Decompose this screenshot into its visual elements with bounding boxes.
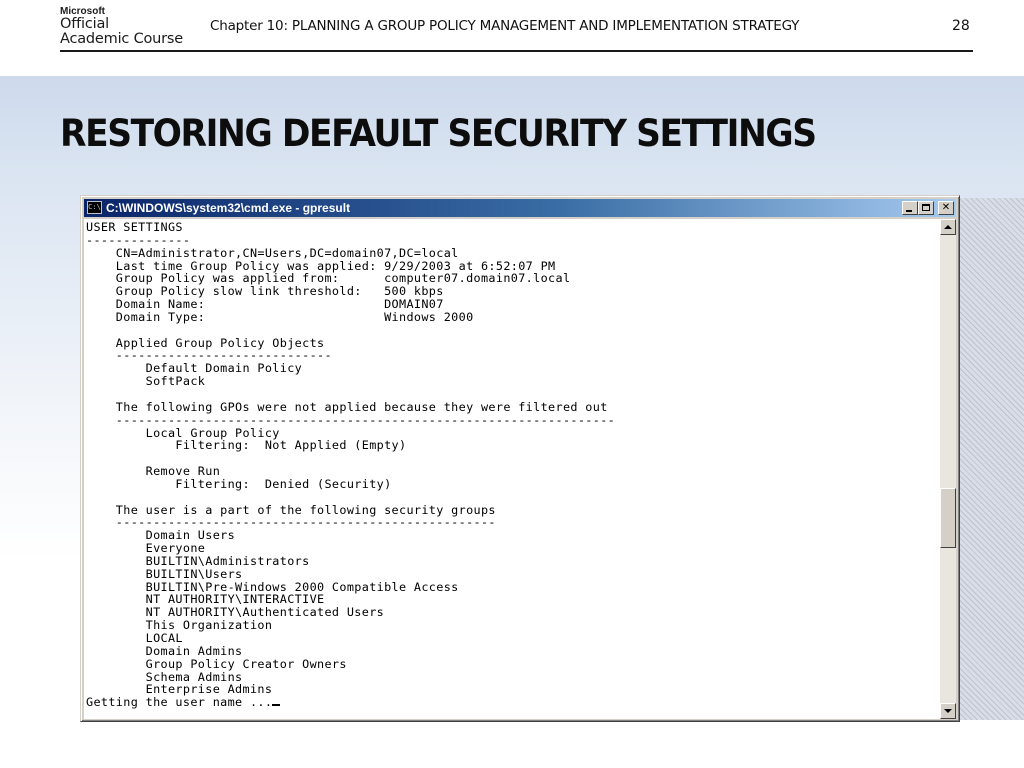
console-output-area[interactable] bbox=[84, 219, 940, 719]
microsoft-official-academic-course-logo bbox=[60, 6, 183, 47]
arrow-up-icon bbox=[944, 225, 952, 229]
close-button[interactable] bbox=[938, 201, 954, 215]
minimize-icon bbox=[906, 210, 912, 212]
maximize-icon bbox=[922, 204, 930, 211]
arrow-down-icon bbox=[944, 709, 952, 713]
text-cursor bbox=[272, 704, 280, 706]
vertical-scrollbar[interactable] bbox=[940, 219, 956, 719]
logo-line-1: Official bbox=[60, 16, 109, 32]
scroll-up-button[interactable] bbox=[940, 219, 956, 235]
decorative-hatch-pattern bbox=[960, 198, 1024, 720]
scroll-down-button[interactable] bbox=[940, 703, 956, 719]
maximize-button[interactable] bbox=[918, 201, 934, 215]
window-titlebar[interactable] bbox=[84, 199, 956, 217]
scrollbar-thumb[interactable] bbox=[940, 488, 956, 548]
slide-title: RESTORING DEFAULT SECURITY SETTINGS bbox=[60, 112, 816, 155]
header-divider bbox=[60, 50, 973, 52]
window-title: C:\WINDOWS\system32\cmd.exe - gpresult bbox=[106, 201, 351, 215]
close-icon: ✕ bbox=[941, 202, 951, 213]
minimize-button[interactable] bbox=[902, 201, 918, 215]
cmd-window[interactable] bbox=[80, 195, 960, 722]
console-text: USER SETTINGS -------------- CN=Administrator,CN=Users,DC=domain07,DC=local Last time Group Policy was applied: 9/29/2003 at 6:52:07 PM Group Policy was applied from: computer07.domain07.local Group Policy slow link threshold: 500 kbps Domain Name: DOMAIN07 Domain Type: Windows 2000 Applied Group Policy Objects ----------------------------- Default Domain Policy SoftPack The following GPOs were not applied because they were filtered out ------------------------------------------------------------------- Local Group Policy Filtering: Not Applied (Empty) Remove Run Filtering: Denied (Security) The user is a part of the following security groups --------------------------------------------------- Domain Users Everyone BUILTIN\Administrators BUILTIN\Users BUILTIN\Pre-Windows 2000 Compatible Access NT AUTHORITY\INTERACTIVE NT AUTHORITY\Authenticated Users This Organization LOCAL Domain Admins Group Policy Creator Owners Schema Admins Enterprise Admins Getting the user name ... bbox=[86, 220, 616, 710]
page-number: 28 bbox=[952, 18, 970, 34]
console-output bbox=[84, 219, 940, 709]
slide-header bbox=[0, 0, 1024, 76]
logo-line-2: Academic Course bbox=[60, 31, 184, 47]
logo-brand: Microsoft bbox=[60, 6, 105, 17]
chapter-heading: Chapter 10: PLANNING A GROUP POLICY MANAGEMENT AND IMPLEMENTATION STRATEGY bbox=[210, 18, 800, 34]
cmd-icon[interactable]: C:\ bbox=[87, 201, 102, 214]
